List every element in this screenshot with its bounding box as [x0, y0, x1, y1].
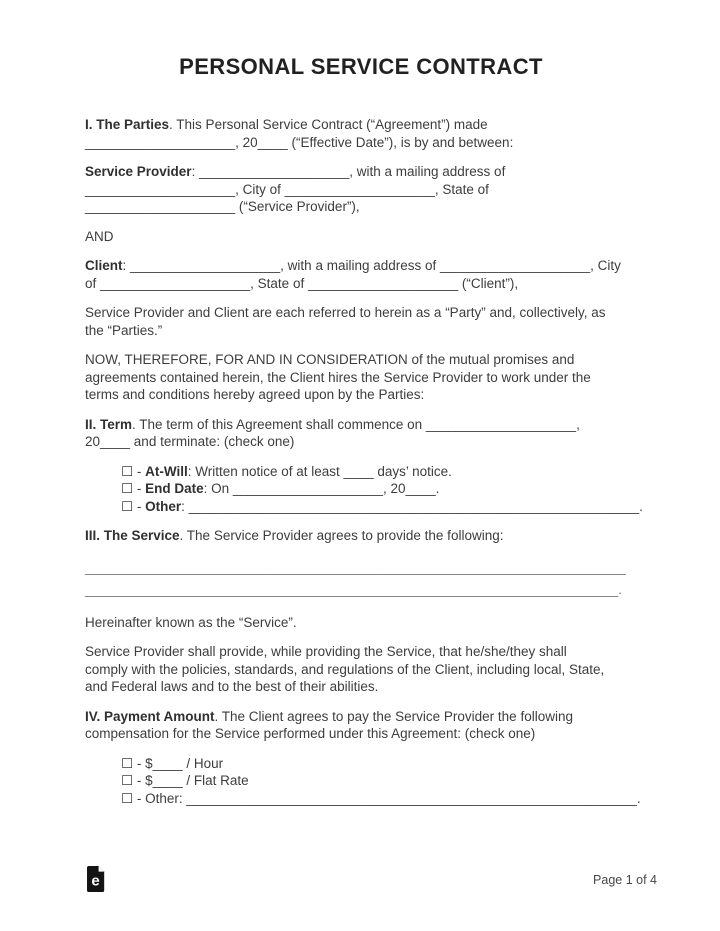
text-line	[85, 116, 637, 134]
text-line	[85, 708, 637, 726]
text-line	[85, 275, 637, 293]
text-line	[85, 304, 637, 322]
text-line	[85, 579, 637, 601]
checkbox-icon: ☐ -	[121, 463, 146, 479]
bold-text: Other	[145, 498, 182, 514]
text-line	[85, 557, 637, 579]
paragraph-client	[85, 257, 637, 292]
paragraph-service-section	[85, 527, 637, 545]
bold-text: IV. Payment Amount	[85, 708, 215, 724]
line-text: ____________________, 20____ (“Effective Date”), is by and between:	[85, 134, 514, 150]
text-line	[85, 351, 637, 369]
text-line	[85, 369, 637, 387]
line-text: agreements contained herein, the Client hires the Service Provider to work under the	[85, 369, 591, 385]
document-page	[85, 0, 643, 819]
text-line	[85, 228, 637, 246]
term-options-list	[85, 463, 643, 516]
line-text: Hereinafter known as the “Service”.	[85, 614, 297, 630]
payment-options-list	[85, 755, 641, 808]
line-text: : Written notice of at least ____ days’ notice.	[187, 463, 452, 479]
checkbox-icon: ☐ -	[121, 790, 146, 806]
line-text: comply with the policies, standards, and regulations of the Client, including local, State,	[85, 661, 605, 677]
line-text: Service Provider and Client are each referred to herein as a “Party” and, collectively, as	[85, 305, 606, 320]
line-text: . The Service Provider agrees to provide the following:	[179, 528, 504, 543]
text-line	[121, 463, 637, 481]
line-text: ____________________, City of ____________________, State of	[85, 181, 489, 197]
checkbox-icon: ☐ -	[121, 755, 146, 771]
line-text: _______________________________________________________________________.	[85, 581, 622, 597]
checkbox-icon: ☐ -	[121, 773, 146, 788]
line-text: terms and conditions hereby agreed upon by the Parties:	[85, 387, 425, 402]
logo-letter: e	[91, 872, 100, 890]
paragraph-and-separator	[85, 228, 637, 246]
bold-text: Service Provider	[85, 164, 192, 179]
text-line	[121, 790, 641, 808]
checkbox-icon: ☐ -	[121, 481, 146, 496]
line-text: . This Personal Service Contract (“Agreement”) made	[169, 117, 488, 132]
bold-text: III. The Service	[85, 528, 180, 543]
bold-text: II. Term	[85, 416, 133, 432]
checkbox-icon: ☐ -	[121, 498, 146, 514]
line-text: NOW, THEREFORE, FOR AND IN CONSIDERATION of the mutual promises and	[85, 352, 575, 367]
text-line	[85, 134, 637, 152]
paragraph-consideration	[85, 351, 637, 404]
line-text: the “Parties.”	[85, 322, 163, 338]
text-line	[85, 661, 637, 679]
text-line	[121, 755, 637, 773]
line-text: AND	[85, 228, 114, 244]
text-line	[121, 772, 637, 790]
text-line	[121, 480, 637, 498]
text-line	[85, 257, 637, 275]
line-text: Service Provider shall provide, while providing the Service, that he/she/they shall	[85, 644, 567, 659]
line-text: : ____________________, with a mailing address of ____________________, City	[122, 258, 621, 273]
text-line	[85, 643, 637, 661]
bold-text: I. The Parties	[85, 117, 170, 132]
line-text: and Federal laws and to the best of their abilities.	[85, 679, 379, 694]
text-line	[85, 386, 637, 404]
text-line	[85, 163, 637, 181]
line-text: $____ / Flat Rate	[145, 773, 249, 788]
paragraph-parties-reference	[85, 304, 637, 339]
line-text: ____________________ (“Service Provider”),	[85, 199, 360, 214]
text-line	[85, 725, 637, 743]
line-text: : ____________________________________________________________.	[181, 498, 643, 514]
text-line	[121, 498, 643, 516]
line-text: . The term of this Agreement shall commence on ____________________,	[132, 416, 580, 432]
paragraph-intro-parties	[85, 116, 637, 151]
text-line	[85, 198, 637, 216]
line-text: $____ / Hour	[145, 755, 224, 771]
bold-text: Client	[85, 258, 123, 273]
paragraph-service-known-as	[85, 614, 637, 632]
eforms-document-logo-icon	[86, 865, 106, 893]
line-text: . The Client agrees to pay the Service Provider the following	[214, 708, 573, 724]
line-text: : On ____________________, 20____.	[203, 481, 440, 496]
text-line	[85, 678, 637, 696]
service-blank-lines	[85, 557, 637, 601]
page-number-label: Page 1 of 4	[593, 873, 657, 887]
line-text: compensation for the Service performed under this Agreement: (check one)	[85, 726, 536, 741]
text-line	[85, 614, 637, 632]
line-text: : ____________________, with a mailing address of	[191, 164, 506, 179]
paragraph-term-section	[85, 416, 637, 451]
line-text: of ____________________, State of ____________________ (“Client”),	[85, 275, 519, 291]
text-line	[85, 322, 637, 340]
bold-text: End Date	[145, 481, 204, 496]
text-line	[85, 416, 637, 434]
paragraph-payment-section	[85, 708, 637, 743]
line-text: Other: ____________________________________________________________.	[145, 790, 641, 806]
text-line	[85, 433, 637, 451]
line-text: ________________________________________________________________________	[85, 559, 626, 575]
document-title: PERSONAL SERVICE CONTRACT	[179, 54, 543, 79]
paragraph-service-provider	[85, 163, 637, 216]
line-text: 20____ and terminate: (check one)	[85, 434, 295, 449]
paragraph-compliance	[85, 643, 637, 696]
bold-text: At-Will	[145, 463, 188, 479]
text-line	[85, 527, 637, 545]
text-line	[85, 181, 637, 199]
